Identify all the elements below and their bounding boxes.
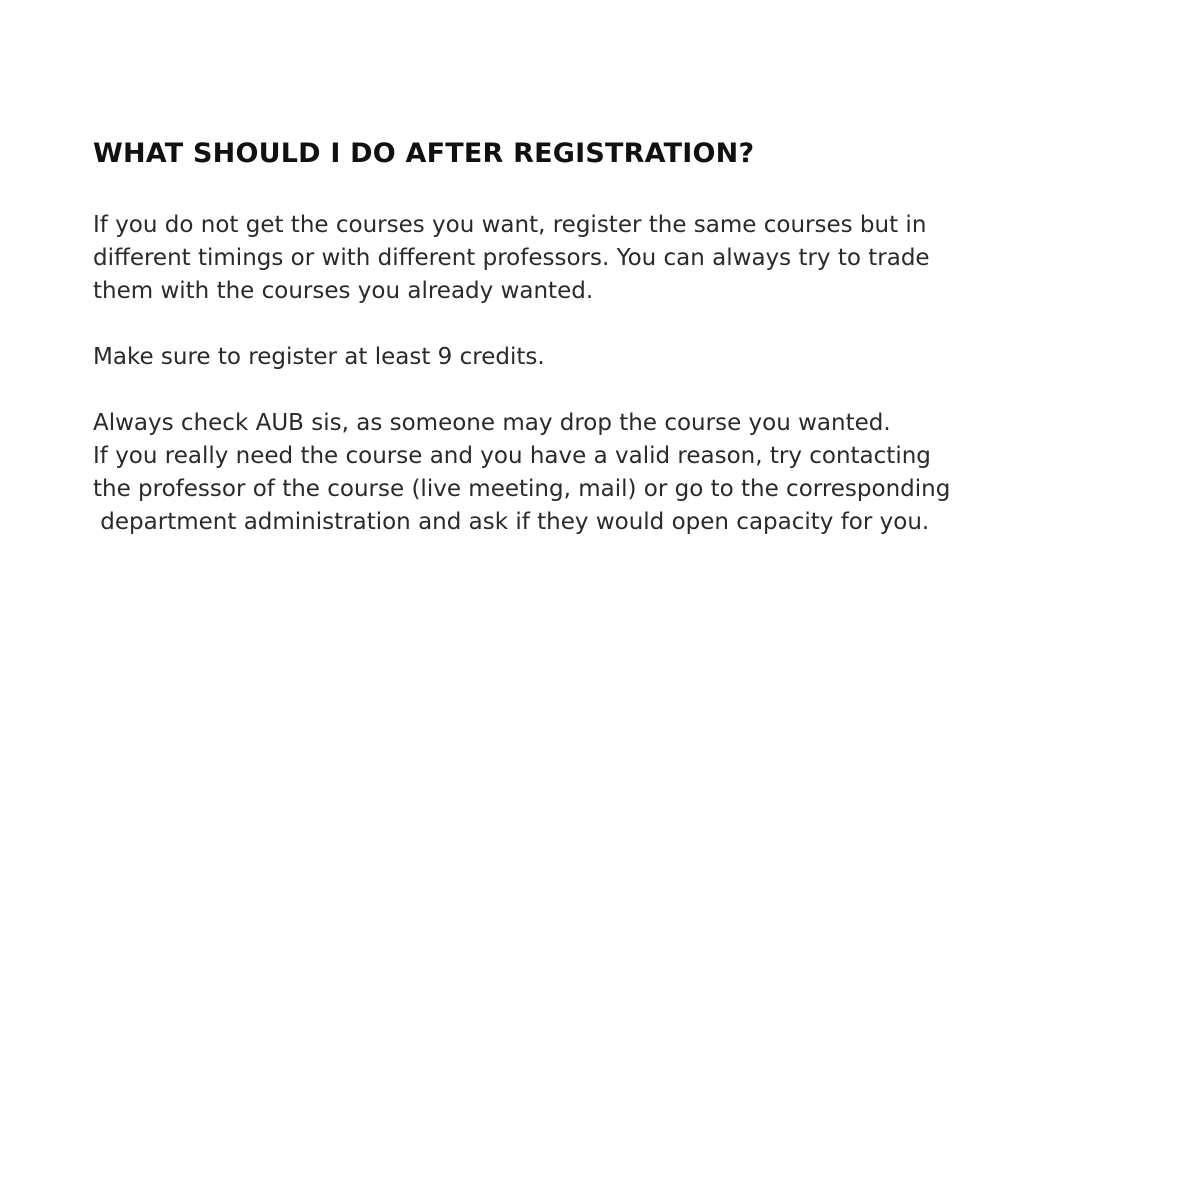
paragraph-check-sis [93,407,1133,539]
paragraph-line: the professor of the course (live meeting, mail) or go to the corresponding [93,476,951,502]
paragraph-line: them with the courses you already wanted. [93,278,594,304]
paragraph-line: If you really need the course and you have a valid reason, try contacting [93,443,931,469]
paragraph-line: Always check AUB sis, as someone may drop the course you wanted. [93,410,891,436]
page-heading: WHAT SHOULD I DO AFTER REGISTRATION? [93,138,755,169]
paragraph-credits [93,341,1133,374]
paragraph-line: If you do not get the courses you want, register the same courses but in [93,212,927,238]
paragraph-alternative-courses [93,209,1133,308]
paragraph-line: Make sure to register at least 9 credits. [93,344,545,370]
document-content [93,136,1133,539]
paragraph-line: different timings or with different professors. You can always try to trade [93,245,930,271]
paragraph-line: department administration and ask if they would open capacity for you. [93,509,930,535]
